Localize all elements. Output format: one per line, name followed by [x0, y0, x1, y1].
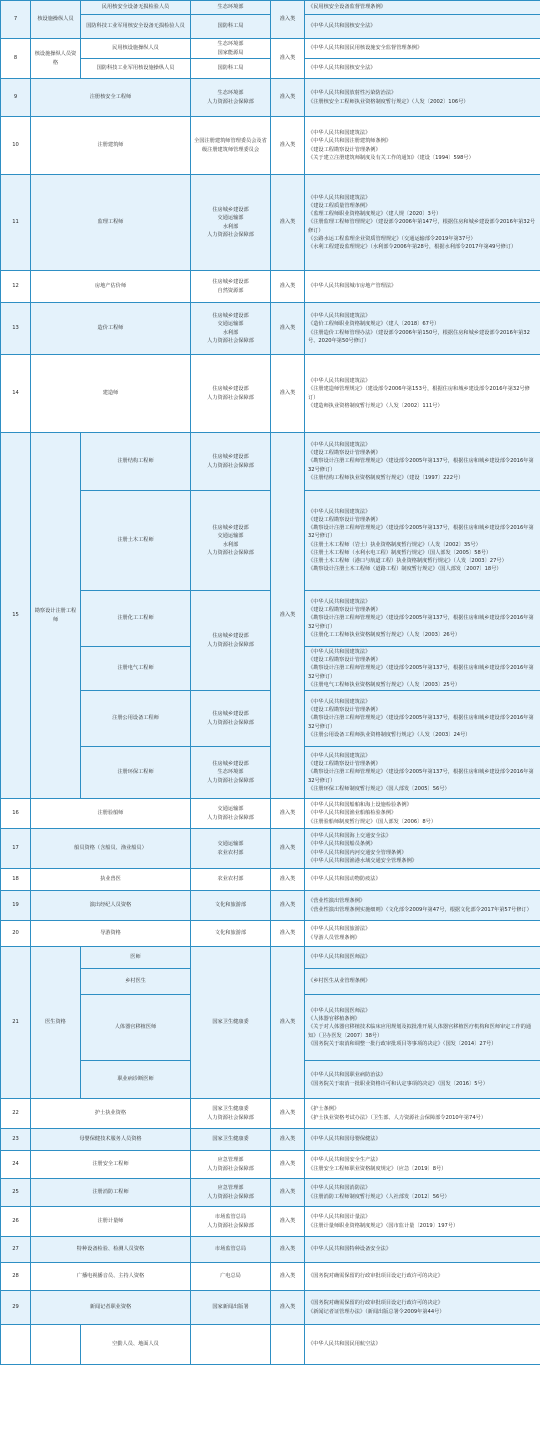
- sub-qualification: 注册土木工程师: [81, 491, 191, 591]
- table-row: [1, 175, 540, 271]
- department: 国防科工局: [191, 15, 271, 39]
- category: 准入类: [271, 355, 305, 433]
- qualification-name: 广播电视播音员、主持人资格: [31, 1263, 191, 1291]
- law-reference: 《注册公用设备工程师执业资格制度暂行规定》（人发〔2003〕24号）: [308, 731, 471, 738]
- qualification-name: 监理工程师: [31, 175, 191, 271]
- department: 住房城乡建设部 生态环境部 人力资源社会保障部: [191, 747, 271, 799]
- table-row: [1, 1237, 540, 1263]
- category: 准入类: [271, 1129, 305, 1151]
- table-row: [1, 303, 540, 355]
- law-reference: 《中华人民共和国核安全法》: [308, 65, 376, 72]
- row-number: 27: [1, 1237, 31, 1263]
- table-row: [1, 1325, 540, 1365]
- category: 准入类: [271, 175, 305, 271]
- qualification-name: 注册核安全工程师: [31, 79, 191, 117]
- law-reference: 《护士执业资格考试办法》（卫生部、人力资源社会保障部令2010年第74号）: [308, 1114, 487, 1121]
- law-reference: 《水利工程建设监理规定》（水利部令2006年第28号，根据水利部令2017年第49号修订）: [308, 243, 517, 250]
- qualification-name: 建造师: [31, 355, 191, 433]
- sub-qualification: 民用核设施操纵人员: [81, 39, 191, 59]
- law-reference: 《建设工程勘察设计管理条例》: [308, 517, 381, 524]
- law-basis: [305, 79, 540, 117]
- law-reference: 《中华人民共和国建筑法》: [308, 378, 371, 385]
- law-basis: [305, 995, 540, 1061]
- qualification-name: 注册安全工程师: [31, 1151, 191, 1179]
- law-reference: 《中华人民共和国安全生产法》: [308, 1157, 381, 1164]
- law-reference: 《建设工程勘察设计管理条例》: [308, 450, 381, 457]
- law-reference: 《注册消防工程师制度暂行规定》（人社部发〔2012〕56号）: [308, 1193, 450, 1200]
- row-number: 20: [1, 921, 31, 947]
- law-reference: 《国务院对确需保留的行政审批项目设定行政许可的决定》: [308, 1273, 443, 1280]
- sub-qualification: 医师: [81, 947, 191, 969]
- law-reference: 《中华人民共和国建筑法》: [308, 313, 371, 320]
- law-basis: [305, 303, 540, 355]
- qualification-name: [31, 1325, 81, 1365]
- table-row: [1, 1263, 540, 1291]
- table-row: [1, 747, 540, 799]
- law-basis: [305, 829, 540, 869]
- category: 准入类: [271, 829, 305, 869]
- table-row: [1, 921, 540, 947]
- law-reference: 《中华人民共和国建筑法》: [308, 509, 371, 516]
- qualification-name: 医生资格: [31, 947, 81, 1099]
- qualification-name: 母婴保健技术服务人员资格: [31, 1129, 191, 1151]
- qualification-name: 核设施操纵人员资格: [31, 39, 81, 79]
- law-reference: 《公路水运工程监理企业资质管理规定》（交通运输部令2019年第37号）: [308, 235, 476, 242]
- sub-qualification: 人体器官移植医师: [81, 995, 191, 1061]
- department: 住房城乡建设部 交通运输部 水利部 人力资源社会保障部: [191, 491, 271, 591]
- category: 准入类: [271, 891, 305, 921]
- law-reference: 《建设工程勘察设计管理条例》: [308, 146, 381, 153]
- law-reference: 《注册验船师制度暂行规定》（国人部发〔2006〕8号）: [308, 818, 437, 825]
- row-number: 18: [1, 869, 31, 891]
- category: 准入类: [271, 79, 305, 117]
- law-reference: 《注册土木工程师（岩土）执业资格制度暂行规定》（人发〔2002〕35号）: [308, 541, 481, 548]
- law-basis: [305, 39, 540, 59]
- law-basis: [305, 921, 540, 947]
- category: [271, 1325, 305, 1365]
- category: 准入类: [271, 271, 305, 303]
- table-row: [1, 1179, 540, 1207]
- sub-qualification: 国防科技工业军用核设施操纵人员: [81, 59, 191, 79]
- law-reference: 《中华人民共和国建筑法》: [308, 699, 371, 706]
- department: 应急管理部 人力资源社会保障部: [191, 1151, 271, 1179]
- law-reference: 《注册化工工程师执业资格制度暂行规定》（人发〔2003〕26号）: [308, 631, 461, 638]
- law-basis: [305, 271, 540, 303]
- qualification-name: 注册消防工程师: [31, 1179, 191, 1207]
- law-basis: [305, 1151, 540, 1179]
- sub-qualification: 国防科技工业军用核安全设备无损检验人员: [81, 15, 191, 39]
- department: [191, 1325, 271, 1365]
- row-number: 26: [1, 1207, 31, 1237]
- law-reference: 《中华人民共和国特种设备安全法》: [308, 1246, 392, 1253]
- law-basis: [305, 1207, 540, 1237]
- department: 国防科工局: [191, 59, 271, 79]
- department: 国家卫生健康委: [191, 947, 271, 1099]
- sub-qualification: 空勤人员、地面人员: [81, 1325, 191, 1365]
- law-reference: 《勘察设计注册工程师管理规定》（建设部令2005年第137号，根据住房和城乡建设部令2016年第32号修订）: [308, 665, 534, 680]
- row-number: 15: [1, 433, 31, 799]
- table-row: [1, 1129, 540, 1151]
- law-reference: 《中华人民共和国渔港水域交通安全管理条例》: [308, 857, 417, 864]
- department: 交通运输部 人力资源社会保障部: [191, 799, 271, 829]
- department: 生态环境部 国家能源局: [191, 39, 271, 59]
- table-row: [1, 1151, 540, 1179]
- law-reference: 《国务院对确需保留的行政审批项目设定行政许可的决定》: [308, 1300, 443, 1307]
- table-row: [1, 271, 540, 303]
- law-reference: 《中华人民共和国建筑法》: [308, 649, 371, 656]
- law-reference: 《建设工程勘察设计管理条例》: [308, 657, 381, 664]
- row-number: 21: [1, 947, 31, 1099]
- qualification-name: 导游资格: [31, 921, 191, 947]
- law-reference: 《勘察设计注册工程师管理规定》（建设部令2005年第137号，根据住房和城乡建设部令2016年第32号修订）: [308, 615, 534, 630]
- law-reference: 《中华人民共和国建筑法》: [308, 195, 371, 202]
- law-basis: [305, 433, 540, 491]
- table-row: [1, 1207, 540, 1237]
- sub-qualification: 乡村医生: [81, 969, 191, 995]
- row-number: 24: [1, 1151, 31, 1179]
- law-reference: 《勘察设计注册工程师管理规定》（建设部令2005年第137号，根据住房和城乡建设部令2016年第32号修订）: [308, 715, 534, 730]
- table-row: [1, 869, 540, 891]
- law-basis: [305, 175, 540, 271]
- department: 生态环境部: [191, 1, 271, 15]
- department: 国家卫生健康委: [191, 1129, 271, 1151]
- law-basis: [305, 799, 540, 829]
- law-reference: 《国务院关于取消和调整一批行政审批项目等事项的决定》（国发〔2014〕27号）: [308, 1040, 497, 1047]
- table-row: [1, 829, 540, 869]
- law-reference: 《注册造价工程师管理办法》（建设部令2006年第150号，根据住房和城乡建设部令2016年第32号、2020年第50号修订）: [308, 329, 530, 344]
- table-row: [1, 691, 540, 747]
- law-basis: [305, 355, 540, 433]
- qualification-name: 注册建筑师: [31, 117, 191, 175]
- law-reference: 《注册核安全工程师执业资格制度暂行规定》（人发〔2002〕106号）: [308, 98, 469, 105]
- department: 住房城乡建设部 交通运输部 水利部 人力资源社会保障部: [191, 175, 271, 271]
- law-reference: 《注册土木工程师（水利水电工程）制度暂行规定》（国人部发〔2005〕58号）: [308, 549, 492, 556]
- law-basis: [305, 1129, 540, 1151]
- table-row: [1, 59, 540, 79]
- department: 文化和旅游部: [191, 891, 271, 921]
- law-basis: [305, 1237, 540, 1263]
- department: 住房城乡建设部 交通运输部 水利部 人力资源社会保障部: [191, 303, 271, 355]
- qualification-name: 演出经纪人员资格: [31, 891, 191, 921]
- law-reference: 《民用核安全设备监督管理条例》: [308, 4, 386, 11]
- row-number: 19: [1, 891, 31, 921]
- law-reference: 《中华人民共和国船舶和海上设施检验条例》: [308, 802, 412, 809]
- law-basis: [305, 15, 540, 39]
- category: 准入类: [271, 1151, 305, 1179]
- law-reference: 《勘察设计注册工程师管理规定》（建设部令2005年第137号，根据住房和城乡建设部令2016年第32号修订）: [308, 769, 534, 784]
- law-reference: 《关于对人体器官移植技术临床应用规划及拟批准开展人体器官移植医疗机构和医师审定工作的通知》（卫办医发〔2007〕38号）: [308, 1024, 532, 1039]
- qualification-name: 核设施操纵人员: [31, 1, 81, 39]
- law-reference: 《建设工程勘察设计管理条例》: [308, 607, 381, 614]
- sub-qualification: 注册环保工程师: [81, 747, 191, 799]
- law-reference: 《监理工程师职业资格制度规定》（建人规〔2020〕3号）: [308, 211, 442, 218]
- law-basis: [305, 969, 540, 995]
- category: 准入类: [271, 1291, 305, 1325]
- law-reference: 《注册安全工程师职业资格制度规定》（应急〔2019〕8号）: [308, 1165, 447, 1172]
- law-basis: [305, 491, 540, 591]
- law-basis: [305, 117, 540, 175]
- law-basis: [305, 891, 540, 921]
- row-number: 7: [1, 1, 31, 39]
- law-reference: 《中华人民共和国渔业船舶检验条例》: [308, 810, 397, 817]
- law-reference: 《护士条例》: [308, 1106, 340, 1113]
- law-reference: 《乡村医生从业管理条例》: [308, 978, 371, 985]
- law-reference: 《中华人民共和国民用航空法》: [308, 1341, 381, 1348]
- department: 住房城乡建设部 人力资源社会保障部: [191, 691, 271, 747]
- qualification-name: 勘察设计注册工程师: [31, 433, 81, 799]
- category: 准入类: [271, 869, 305, 891]
- category: 准入类: [271, 1237, 305, 1263]
- law-reference: 《勘察设计注册土木工程师（道路工程）制度暂行规定》（国人部发〔2007〕18号）: [308, 565, 502, 572]
- law-reference: 《中华人民共和国动物防疫法》: [308, 876, 381, 883]
- category: 准入类: [271, 117, 305, 175]
- law-reference: 《造价工程师职业资格制度规定》（建人〔2018〕67号）: [308, 321, 440, 328]
- law-reference: 《国务院关于取消一批职业资格许可和认定事项的决定》（国发〔2016〕5号）: [308, 1080, 488, 1087]
- category: 准入类: [271, 433, 305, 799]
- law-reference: 《中华人民共和国建筑法》: [308, 442, 371, 449]
- department: 住房城乡建设部 人力资源社会保障部: [191, 591, 271, 691]
- law-reference: 《中华人民共和国内河交通安全管理条例》: [308, 849, 407, 856]
- row-number: 14: [1, 355, 31, 433]
- department: 农业农村部: [191, 869, 271, 891]
- qualification-name: 造价工程师: [31, 303, 191, 355]
- law-reference: 《中华人民共和国放射性污染防治法》: [308, 90, 397, 97]
- law-basis: [305, 1263, 540, 1291]
- table-row: [1, 15, 540, 39]
- department: 市场监管总局: [191, 1237, 271, 1263]
- law-reference: 《新闻记者证管理办法》（新闻出版总署令2009年第44号）: [308, 1308, 445, 1315]
- table-row: [1, 1, 540, 15]
- law-reference: 《建造师执业资格制度暂行规定》（人发〔2002〕111号）: [308, 402, 443, 409]
- row-number: 13: [1, 303, 31, 355]
- law-reference: 《中华人民共和国医师法》: [308, 1008, 371, 1015]
- law-reference: 《中华人民共和国消防法》: [308, 1185, 371, 1192]
- law-basis: [305, 1099, 540, 1129]
- law-reference: 《注册监理工程师管理规定》（建设部令2006年第147号，根据住房和城乡建设部令2016年第32号修订）: [308, 219, 536, 234]
- department: 应急管理部 人力资源社会保障部: [191, 1179, 271, 1207]
- sub-qualification: 民用核安全设备无损检验人员: [81, 1, 191, 15]
- law-reference: 《关于建立注册建筑师制度及有关工作的通知》（建设〔1994〕598号）: [308, 154, 474, 161]
- qualification-name: 特种设备检验、检测人员资格: [31, 1237, 191, 1263]
- table-row: [1, 79, 540, 117]
- row-number: 25: [1, 1179, 31, 1207]
- law-reference: 《注册计量师职业资格制度规定》（国市监计量〔2019〕197号）: [308, 1222, 459, 1229]
- category: 准入类: [271, 1263, 305, 1291]
- law-basis: [305, 1325, 540, 1365]
- law-reference: 《建设工程质量管理条例》: [308, 203, 371, 210]
- law-reference: 《勘察设计注册工程师管理规定》（建设部令2005年第137号，根据住房和城乡建设部令2016年第32号修订）: [308, 458, 534, 473]
- law-reference: 《建设工程勘察设计管理条例》: [308, 707, 381, 714]
- law-reference: 《中华人民共和国建筑法》: [308, 753, 371, 760]
- law-reference: 《勘察设计注册工程师管理规定》（建设部令2005年第137号，根据住房和城乡建设部令2016年第32号修订）: [308, 525, 534, 540]
- law-basis: [305, 747, 540, 799]
- table-row: [1, 39, 540, 59]
- law-basis: [305, 647, 540, 691]
- table-row: [1, 947, 540, 969]
- department: 全国注册建筑师管理委员会及省级注册建筑师管理委员会: [191, 117, 271, 175]
- sub-qualification: 注册电气工程师: [81, 647, 191, 691]
- law-basis: [305, 869, 540, 891]
- row-number: 16: [1, 799, 31, 829]
- law-basis: [305, 1291, 540, 1325]
- law-reference: 《注册建造师管理规定》（建设部令2006年第153号，根据住房和城乡建设部令2016年第32号修订）: [308, 386, 530, 401]
- category: 准入类: [271, 39, 305, 79]
- law-reference: 《中华人民共和国船员条例》: [308, 841, 376, 848]
- law-reference: 《中华人民共和国母婴保健法》: [308, 1136, 381, 1143]
- law-reference: 《导游人员管理条例》: [308, 934, 360, 941]
- department: 国家新闻出版署: [191, 1291, 271, 1325]
- table-row: [1, 1291, 540, 1325]
- table-row: [1, 891, 540, 921]
- department: 住房城乡建设部 人力资源社会保障部: [191, 433, 271, 491]
- law-reference: 《注册环保工程师制度暂行规定》（国人部发〔2005〕56号）: [308, 785, 450, 792]
- table-body: [1, 1, 540, 1365]
- law-reference: 《中华人民共和国计量法》: [308, 1214, 371, 1221]
- row-number: 9: [1, 79, 31, 117]
- law-basis: [305, 1061, 540, 1099]
- category: 准入类: [271, 303, 305, 355]
- law-reference: 《中华人民共和国医师法》: [308, 954, 371, 961]
- law-reference: 《中华人民共和国注册建筑师条例》: [308, 138, 392, 145]
- table-row: [1, 491, 540, 591]
- law-reference: 《人体器官移植条例》: [308, 1016, 360, 1023]
- qualification-name: 护士执业资格: [31, 1099, 191, 1129]
- row-number: 22: [1, 1099, 31, 1129]
- sub-qualification: 注册化工工程师: [81, 591, 191, 647]
- row-number: [1, 1325, 31, 1365]
- department: 住房城乡建设部 自然资源部: [191, 271, 271, 303]
- law-basis: [305, 1179, 540, 1207]
- law-reference: 《中华人民共和国建筑法》: [308, 130, 371, 137]
- law-reference: 《营业性演出管理条例实施细则》（文化部令2009年第47号，根据文化部令2017年第57号修订）: [308, 906, 532, 913]
- row-number: 8: [1, 39, 31, 79]
- department: 住房城乡建设部 人力资源社会保障部: [191, 355, 271, 433]
- table-row: [1, 799, 540, 829]
- row-number: 23: [1, 1129, 31, 1151]
- category: 准入类: [271, 1, 305, 39]
- row-number: 17: [1, 829, 31, 869]
- department: 交通运输部 农业农村部: [191, 829, 271, 869]
- law-basis: [305, 591, 540, 647]
- category: 准入类: [271, 921, 305, 947]
- law-reference: 《中华人民共和国核安全法》: [308, 23, 376, 30]
- qualification-name: 新闻记者职业资格: [31, 1291, 191, 1325]
- law-reference: 《中华人民共和国民用核设施安全监督管理条例》: [308, 45, 423, 52]
- sub-qualification: 职业病诊断医师: [81, 1061, 191, 1099]
- law-basis: [305, 1, 540, 15]
- department: 市场监管总局 人力资源社会保障部: [191, 1207, 271, 1237]
- law-reference: 《建设工程勘察设计管理条例》: [308, 761, 381, 768]
- department: 广电总局: [191, 1263, 271, 1291]
- category: 准入类: [271, 1207, 305, 1237]
- department: 文化和旅游部: [191, 921, 271, 947]
- row-number: 12: [1, 271, 31, 303]
- table-row: [1, 433, 540, 491]
- row-number: 28: [1, 1263, 31, 1291]
- law-reference: 《营业性演出管理条例》: [308, 898, 366, 905]
- law-reference: 《注册电气工程师执业资格制度暂行规定》（人发〔2003〕25号）: [308, 681, 461, 688]
- qualification-name: 房地产估价师: [31, 271, 191, 303]
- law-reference: 《中华人民共和国海上交通安全法》: [308, 833, 392, 840]
- qualification-name: 执业兽医: [31, 869, 191, 891]
- law-reference: 《中华人民共和国建筑法》: [308, 599, 371, 606]
- row-number: 10: [1, 117, 31, 175]
- department: 国家卫生健康委 人力资源社会保障部: [191, 1099, 271, 1129]
- table-row: [1, 591, 540, 647]
- table-row: [1, 1099, 540, 1129]
- department: 生态环境部 人力资源社会保障部: [191, 79, 271, 117]
- law-reference: 《中华人民共和国旅游法》: [308, 926, 371, 933]
- law-reference: 《注册土木工程师（港口与航道工程）执业资格制度暂行规定》（人发〔2003〕27号）: [308, 557, 507, 564]
- row-number: 29: [1, 1291, 31, 1325]
- table-row: [1, 117, 540, 175]
- qualification-name: 注册验船师: [31, 799, 191, 829]
- law-basis: [305, 947, 540, 969]
- table-row: [1, 355, 540, 433]
- law-reference: 《中华人民共和国职业病防治法》: [308, 1072, 386, 1079]
- law-reference: 《注册结构工程师执业资格制度暂行规定》（建设〔1997〕222号）: [308, 474, 464, 481]
- law-reference: 《中华人民共和国城市房地产管理法》: [308, 283, 397, 290]
- row-number: 11: [1, 175, 31, 271]
- qualification-name: 船员资格（含船员、渔业船员）: [31, 829, 191, 869]
- category: 准入类: [271, 1179, 305, 1207]
- qualification-name: 注册计量师: [31, 1207, 191, 1237]
- category: 准入类: [271, 947, 305, 1099]
- category: 准入类: [271, 1099, 305, 1129]
- law-basis: [305, 691, 540, 747]
- sub-qualification: 注册公用设备工程师: [81, 691, 191, 747]
- category: 准入类: [271, 799, 305, 829]
- sub-qualification: 注册结构工程师: [81, 433, 191, 491]
- law-basis: [305, 59, 540, 79]
